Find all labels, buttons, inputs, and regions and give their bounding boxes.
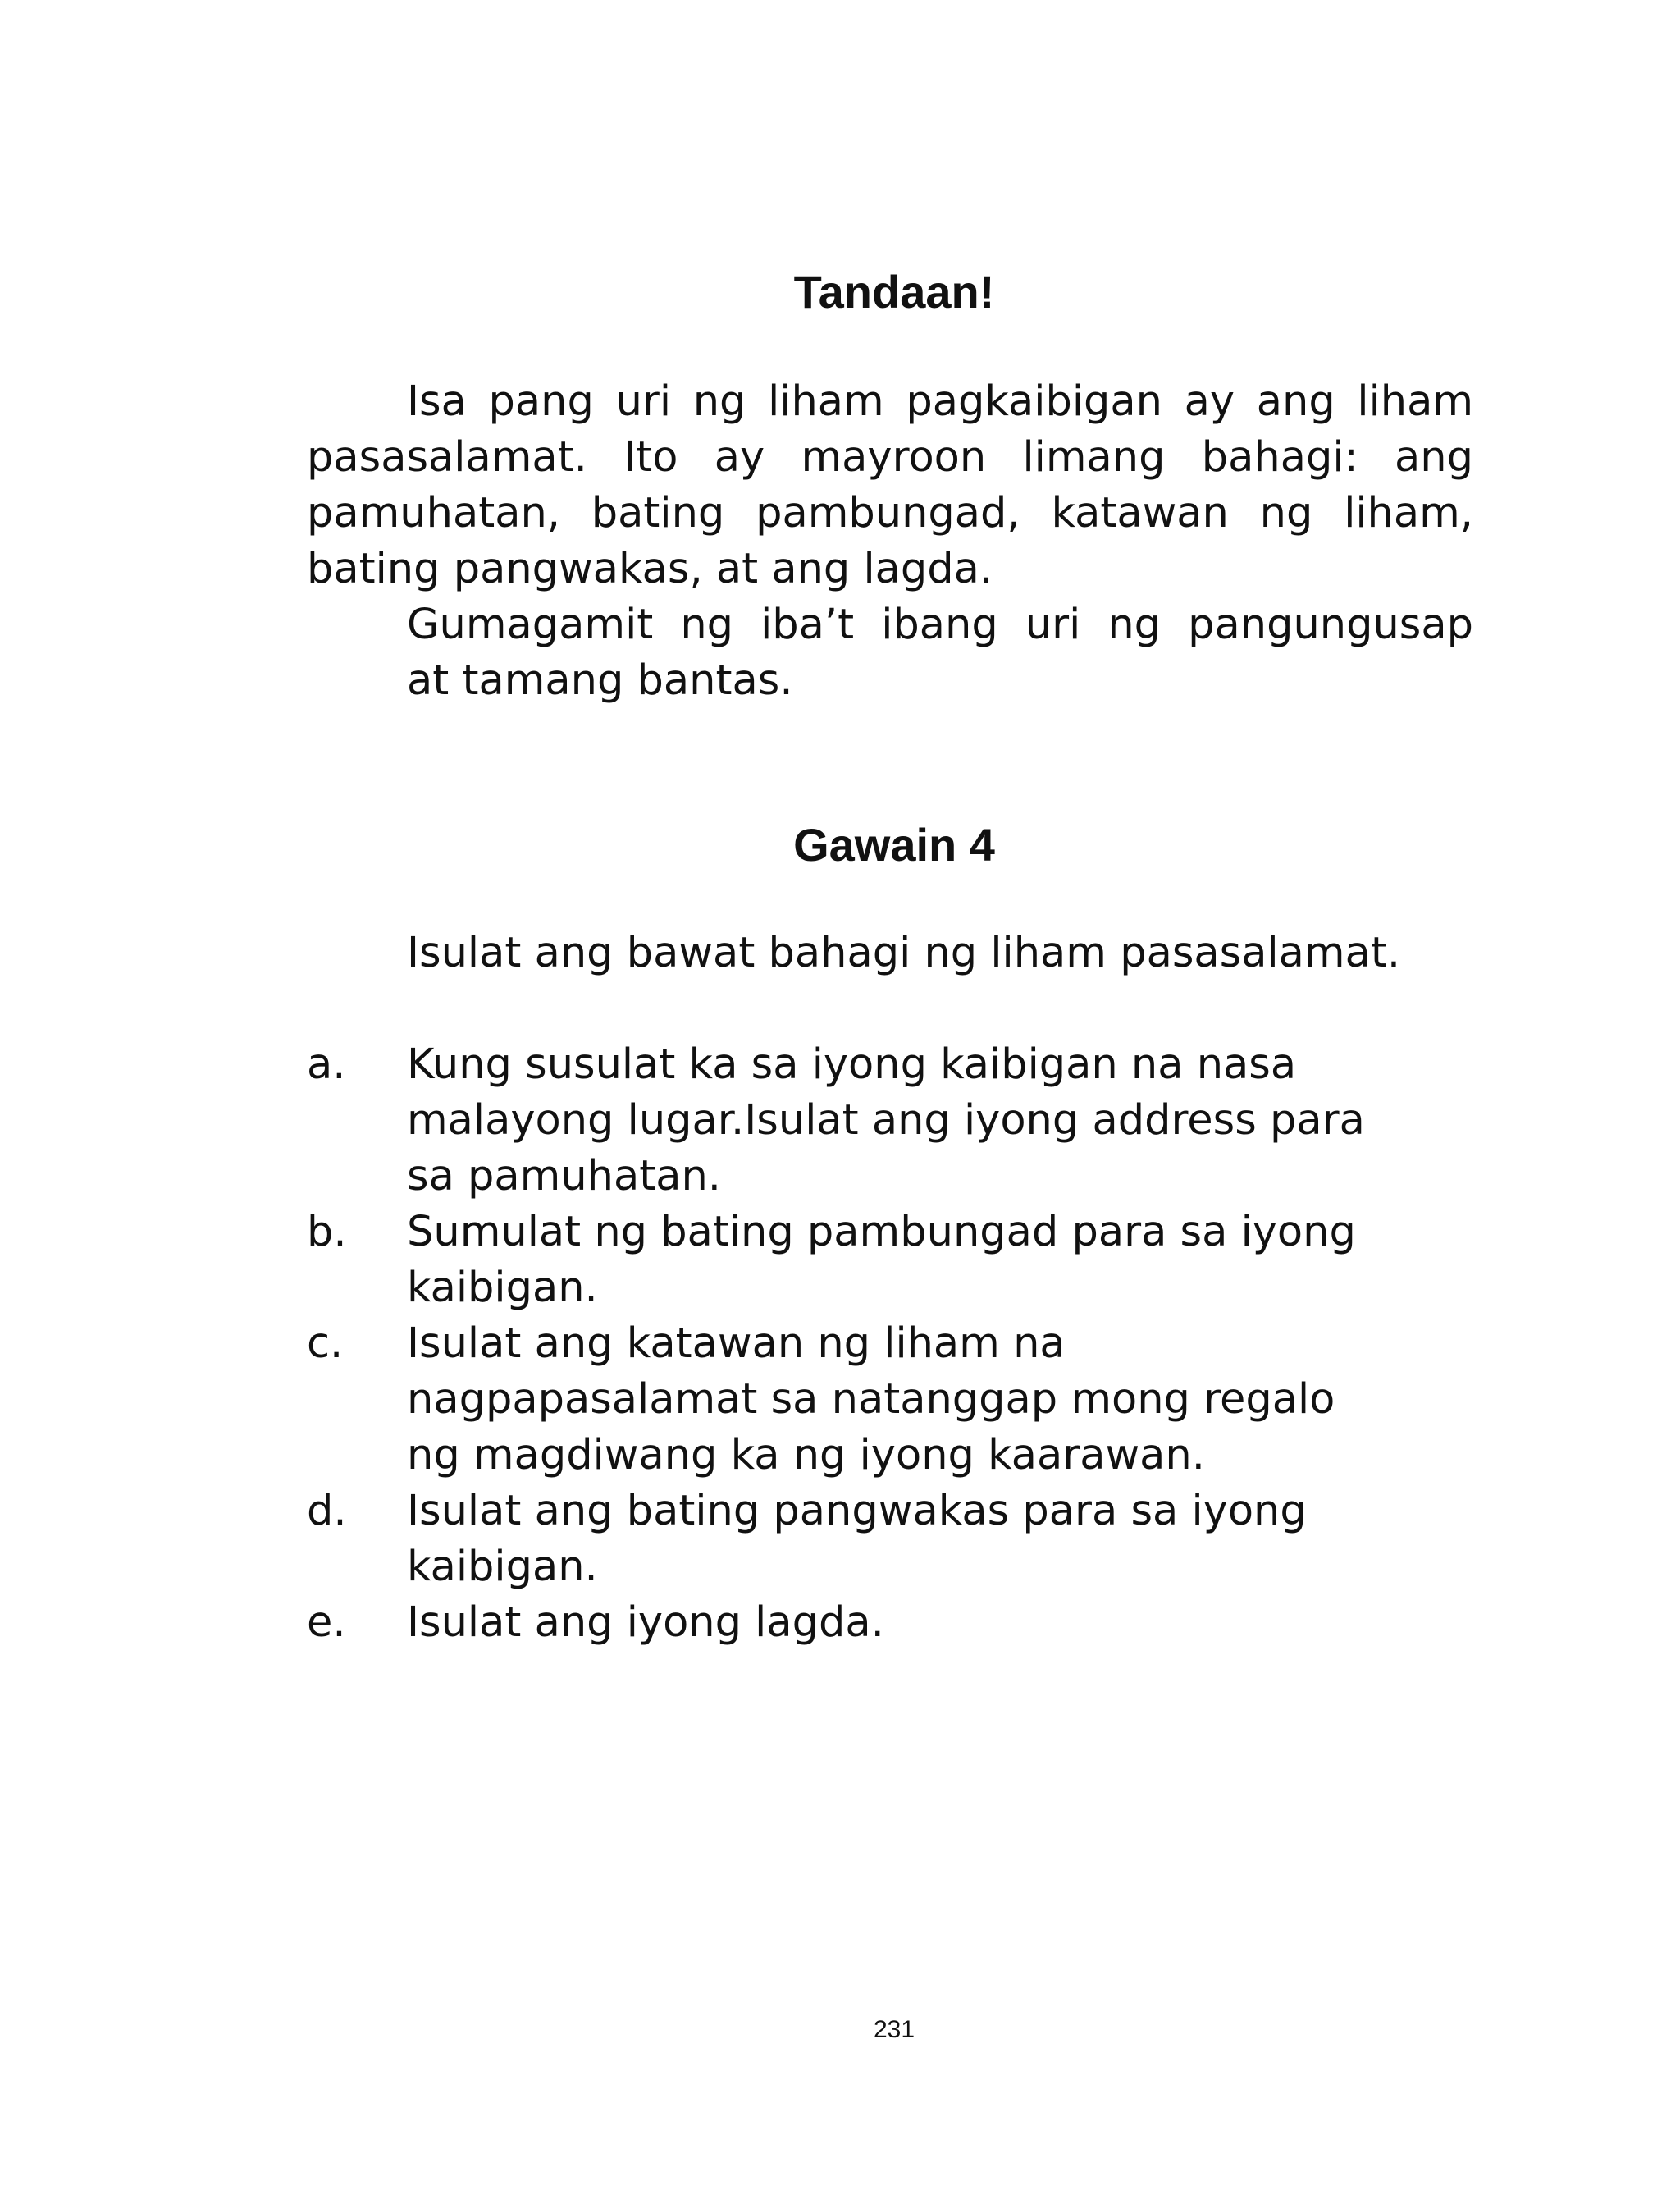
list-item-letter: d.: [307, 1487, 347, 1535]
paragraph-line: Gumagamit ng iba’t ibang uri ng pangungusap: [407, 601, 1473, 649]
reminder-paragraph: [307, 374, 1473, 597]
reminder-second-paragraph: [407, 597, 1473, 709]
activity-title: Gawain 4: [793, 819, 995, 871]
list-item-letter: c.: [307, 1319, 344, 1368]
list-item: [307, 1484, 1488, 1595]
list-item: [307, 1316, 1488, 1484]
list-item-text: Isulat ang bating pangwakas para sa iyong kaibigan.: [407, 1487, 1307, 1591]
list-item: [307, 1595, 1488, 1651]
list-item-text: Isulat ang katawan ng liham na nagpapasalamat sa natanggap mong regalo ng magdiwang ka ng iyong kaarawan.: [407, 1319, 1335, 1479]
list-item: [307, 1205, 1488, 1316]
paragraph-line: pamuhatan, bating pambungad, katawan ng liham,: [307, 489, 1473, 537]
list-item-text: Isulat ang iyong lagda.: [407, 1598, 884, 1647]
list-item-text: Sumulat ng bating pambungad para sa iyong kaibigan.: [407, 1208, 1356, 1312]
list-item: [307, 1037, 1488, 1205]
list-item-letter: a.: [307, 1040, 346, 1089]
activity-instruction: Isulat ang bawat bahagi ng liham pasasalamat.: [407, 929, 1401, 977]
paragraph-line: pasasalamat. Ito ay mayroon limang bahagi: ang: [307, 433, 1473, 482]
paragraph-line: bating pangwakas, at ang lagda.: [307, 545, 993, 593]
page-number: 231: [873, 2016, 915, 2043]
paragraph-line: Isa pang uri ng liham pagkaibigan ay ang liham: [407, 377, 1473, 426]
list-item-text: Kung susulat ka sa iyong kaibigan na nasa malayong lugar.Isulat ang iyong address para sa pamuhatan.: [407, 1040, 1365, 1200]
list-item-letter: b.: [307, 1208, 347, 1256]
activity-list: [307, 1037, 1488, 1651]
section-title: Tandaan!: [793, 266, 995, 318]
list-item-letter: e.: [307, 1598, 346, 1647]
paragraph-line: at tamang bantas.: [407, 656, 793, 705]
